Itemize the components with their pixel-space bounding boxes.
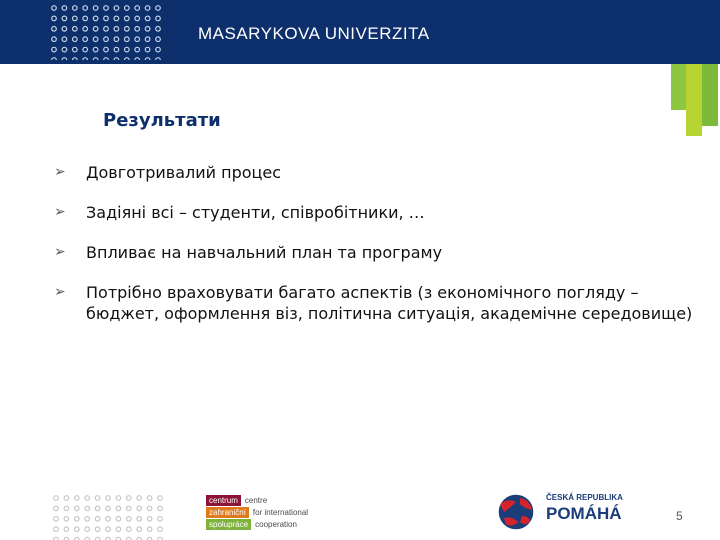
- logo-dot: [137, 506, 142, 511]
- logo-dot: [64, 506, 69, 511]
- cic-row: [206, 519, 308, 530]
- logo-dot: [137, 527, 142, 532]
- logo-dot: [147, 517, 152, 522]
- logo-dot: [75, 496, 80, 501]
- logo-dot: [54, 496, 59, 501]
- university-name: MASARYKOVA UNIVERZITA: [198, 24, 430, 43]
- cic-text-cooperation: cooperation: [255, 520, 297, 529]
- bullet-item: [54, 162, 694, 183]
- logo-dot: [85, 506, 90, 511]
- logo-dot: [137, 517, 142, 522]
- logo-dot: [158, 517, 163, 522]
- arrow-bullet-icon: ➢: [54, 284, 66, 300]
- logo-dot: [127, 527, 132, 532]
- logo-dot: [158, 527, 163, 532]
- logo-dot: [137, 496, 142, 501]
- logo-dot: [85, 496, 90, 501]
- accent-bar-2: [686, 64, 702, 136]
- slide-title: Результати: [103, 110, 221, 131]
- cic-box-zahranicni: zahraniční: [206, 507, 249, 518]
- page-number: 5: [676, 509, 683, 523]
- logo-dot: [116, 496, 121, 501]
- arrow-bullet-icon: ➢: [54, 164, 66, 180]
- logo-dot: [106, 496, 111, 501]
- logo-dot: [75, 506, 80, 511]
- bullet-item: [54, 282, 694, 324]
- logo-dot: [54, 517, 59, 522]
- logo-dot: [75, 517, 80, 522]
- logo-dot: [75, 527, 80, 532]
- logo-dot: [64, 517, 69, 522]
- arrow-bullet-icon: ➢: [54, 244, 66, 260]
- bullet-text: Потрібно враховувати багато аспектів (з економічного погляду – бюджет, оформлення віз, політична ситуація, академічне середовище): [86, 283, 693, 323]
- cic-logo: [206, 495, 308, 531]
- logo-dot: [147, 527, 152, 532]
- logo-dot: [95, 517, 100, 522]
- logo-dot: [54, 527, 59, 532]
- logo-dot: [95, 506, 100, 511]
- logo-dot: [95, 496, 100, 501]
- bullet-text: Задіяні всі – студенти, співробітники, …: [86, 203, 425, 222]
- accent-bar-3: [702, 64, 718, 126]
- cic-text-centre: centre: [244, 496, 268, 505]
- logo-dot: [95, 527, 100, 532]
- bullet-item: [54, 202, 694, 223]
- logo-dot: [127, 496, 132, 501]
- bullet-item: [54, 242, 694, 263]
- czech-republic-helps-logo: [490, 490, 623, 538]
- bullet-text: Впливає на навчальний план та програму: [86, 243, 443, 262]
- arrow-bullet-icon: ➢: [54, 204, 66, 220]
- cic-text-international: for international: [252, 508, 309, 517]
- cic-row: [206, 495, 308, 506]
- logo-dot: [54, 506, 59, 511]
- logo-dot: [64, 496, 69, 501]
- logo-dot: [116, 517, 121, 522]
- logo-dot: [158, 496, 163, 501]
- logo-dot: [158, 506, 163, 511]
- logo-dot: [85, 527, 90, 532]
- logo-dot: [116, 506, 121, 511]
- logo-dot: [127, 517, 132, 522]
- logo-dot: [85, 517, 90, 522]
- cic-box-spoluprace: spolupráce: [206, 519, 251, 530]
- cic-row: [206, 507, 308, 518]
- logo-dot: [127, 506, 132, 511]
- bullet-list: [54, 162, 694, 324]
- cr-logo-line1: ČESKÁ REPUBLIKA: [546, 493, 623, 502]
- logo-dot: [116, 527, 121, 532]
- accent-bar-1: [671, 64, 686, 110]
- globe-icon: [490, 490, 542, 534]
- bullet-text: Довготривалий процес: [86, 163, 282, 182]
- logo-dot: [106, 506, 111, 511]
- cr-logo-line2: POMÁHÁ: [546, 504, 622, 523]
- logo-dot: [64, 527, 69, 532]
- logo-dot: [147, 506, 152, 511]
- logo-dot: [106, 517, 111, 522]
- cic-box-centrum: centrum: [206, 495, 241, 506]
- footer-logo-dots: [52, 494, 168, 540]
- logo-dot: [106, 527, 111, 532]
- logo-dot: [147, 496, 152, 501]
